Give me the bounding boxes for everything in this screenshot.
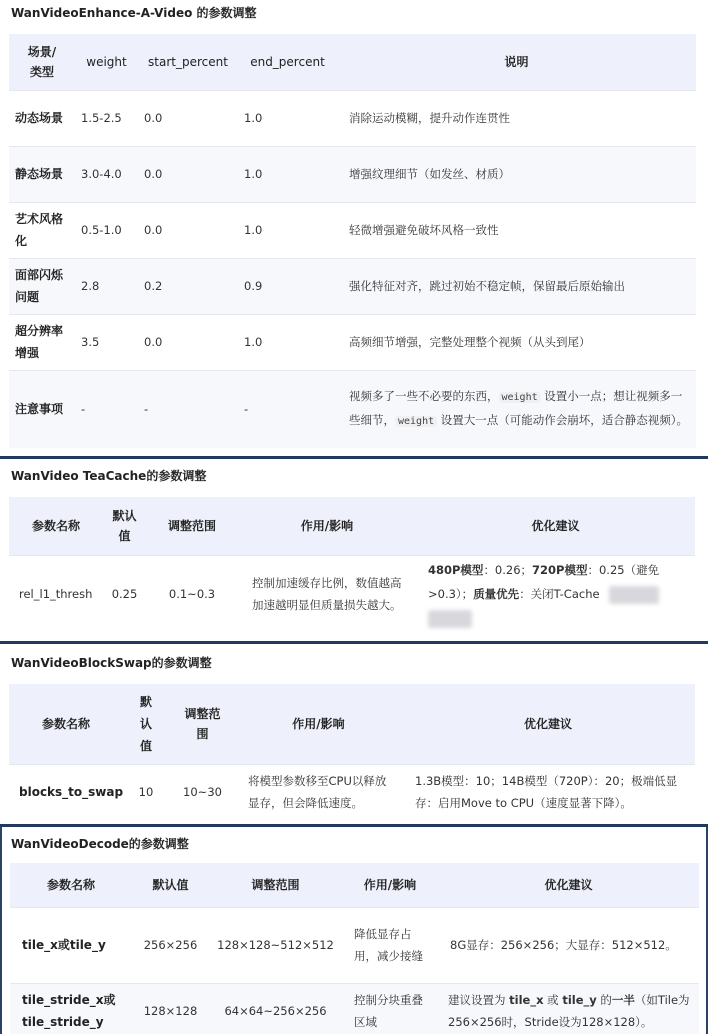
param-name-cell: rel_l1_thresh [9,555,103,633]
teacache-header-range: 调整范围 [146,497,238,555]
blockswap-table [9,684,695,820]
scene-cell: 静态场景 [9,146,75,202]
weight-cell: - [75,370,138,448]
tip-cell [438,983,699,1034]
weight-cell: 3.5 [75,314,138,370]
weight-cell: 3.0-4.0 [75,146,138,202]
table-row [10,983,699,1034]
effect-cell: 控制加速缓存比例，数值越高加速越明显但质量损失越大。 [238,555,416,633]
desc-cell: 轻微增强避免破坏风格一致性 [337,202,696,258]
end-cell: 1.0 [238,202,337,258]
teacache-table [9,497,695,633]
range-cell: 64×64~256×256 [209,983,342,1034]
tip-text: （如Tile为256×256时，Stride设为128×128）。 [448,993,690,1030]
table-row [9,146,696,202]
tip-text: 的 [596,993,612,1008]
range-cell: 10~30 [169,764,236,820]
default-cell: 0.25 [103,555,146,633]
blurred-region [609,586,659,604]
decode-header-effect: 作用/影响 [342,863,438,907]
param-name-cell: tile_x或tile_y [10,907,132,983]
decode-table [10,863,699,1034]
enhance-table [9,34,696,448]
tip-cell: 8G显存：256×256；大显存：512×512。 [438,907,699,983]
scene-cell: 艺术风格化 [9,202,75,258]
tip-text: 或 [543,993,563,1008]
table-row [9,314,696,370]
start-cell: 0.0 [138,146,238,202]
param-name-cell: blocks_to_swap [9,764,123,820]
decode-header-default: 默认值 [132,863,209,907]
table-row [9,202,696,258]
decode-header-name: 参数名称 [10,863,132,907]
scene-cell: 动态场景 [9,90,75,146]
effect-cell: 降低显存占用，减少接缝 [342,907,438,983]
weight-cell: 1.5-2.5 [75,90,138,146]
weight-code: weight [395,416,437,427]
end-cell: 0.9 [238,258,337,314]
tip-bold: 720P模型 [532,563,588,578]
decode-header-range: 调整范围 [209,863,342,907]
default-cell: 256×256 [132,907,209,983]
enhance-header-end: end_percent [238,34,337,90]
tip-bold: 480P模型 [428,563,484,578]
tip-cell [416,555,695,633]
end-cell: 1.0 [238,146,337,202]
start-cell: 0.0 [138,202,238,258]
start-cell: 0.0 [138,90,238,146]
teacache-header-default: 默认值 [103,497,146,555]
weight-cell: 2.8 [75,258,138,314]
param-name-cell: tile_stride_x或tile_stride_y [10,983,132,1034]
desc-cell: 高频细节增强，完整处理整个视频（从头到尾） [337,314,696,370]
range-cell: 0.1~0.3 [146,555,238,633]
table-row [9,555,695,633]
desc-cell: 增强纹理细节（如发丝、材质） [337,146,696,202]
blockswap-section [0,644,708,824]
tip-text: ：关闭T-Cache [519,587,600,602]
desc-cell: 消除运动模糊，提升动作连贯性 [337,90,696,146]
tip-text: ：0.26； [483,563,533,578]
scene-cell: 超分辨率增强 [9,314,75,370]
enhance-header-desc: 说明 [337,34,696,90]
tip-cell: 1.3B模型：10；14B模型（720P）：20；极端低显存：启用Move to CPU（速度显著下降）。 [401,764,695,820]
table-row [10,907,699,983]
blockswap-header-effect: 作用/影响 [236,684,401,764]
end-cell: - [238,370,337,448]
teacache-header-name: 参数名称 [9,497,103,555]
note-text: 设置小一点；想让视频多一些细节， [349,389,683,428]
table-row [9,258,696,314]
enhance-header-scene: 场景/类型 [9,34,75,90]
teacache-header-effect: 作用/影响 [238,497,416,555]
blurred-region [428,610,472,628]
effect-cell: 控制分块重叠区域 [342,983,438,1034]
desc-cell: 强化特征对齐，跳过初始不稳定帧，保留最后原始输出 [337,258,696,314]
table-row [9,90,696,146]
tip-text: 建议设置为 [448,993,510,1008]
enhance-section [0,0,708,458]
table-row [9,370,696,448]
start-cell: - [138,370,238,448]
table-row [9,764,695,820]
end-cell: 1.0 [238,314,337,370]
default-cell: 128×128 [132,983,209,1034]
weight-cell: 0.5-1.0 [75,202,138,258]
start-cell: 0.2 [138,258,238,314]
note-text: 设置大一点（可能动作会崩坏，适合静态视频）。 [437,413,689,428]
teacache-section [0,459,708,641]
effect-cell: 将模型参数移至CPU以释放显存，但会降低速度。 [236,764,401,820]
tip-text: ：0.25（避免>0.3）； [428,563,660,602]
blockswap-header-tip: 优化建议 [401,684,695,764]
scene-cell: 面部闪烁问题 [9,258,75,314]
range-cell: 128×128~512×512 [209,907,342,983]
end-cell: 1.0 [238,90,337,146]
note-cell [337,370,696,448]
frame-line [0,827,2,1034]
enhance-title: WanVideoEnhance-A-Video 的参数调整 [11,6,257,20]
scene-cell: 注意事项 [9,370,75,448]
start-cell: 0.0 [138,314,238,370]
tip-bold: tile_y [562,993,597,1008]
weight-code: weight [499,392,541,403]
blockswap-header-default: 默认值 [123,684,169,764]
tip-bold: 一半 [611,993,635,1008]
enhance-header-start: start_percent [138,34,238,90]
tip-bold: 质量优先 [473,587,520,602]
blockswap-header-range: 调整范围 [169,684,236,764]
decode-section [0,827,708,1034]
teacache-title: WanVideo TeaCache的参数调整 [11,469,207,483]
teacache-header-tip: 优化建议 [416,497,695,555]
default-cell: 10 [123,764,169,820]
decode-header-tip: 优化建议 [438,863,699,907]
decode-title: WanVideoDecode的参数调整 [11,837,189,851]
enhance-header-weight: weight [75,34,138,90]
note-text: 视频多了一些不必要的东西， [349,389,499,404]
blockswap-header-name: 参数名称 [9,684,123,764]
tip-bold: tile_x [509,993,544,1008]
blockswap-title: WanVideoBlockSwap的参数调整 [11,656,212,670]
